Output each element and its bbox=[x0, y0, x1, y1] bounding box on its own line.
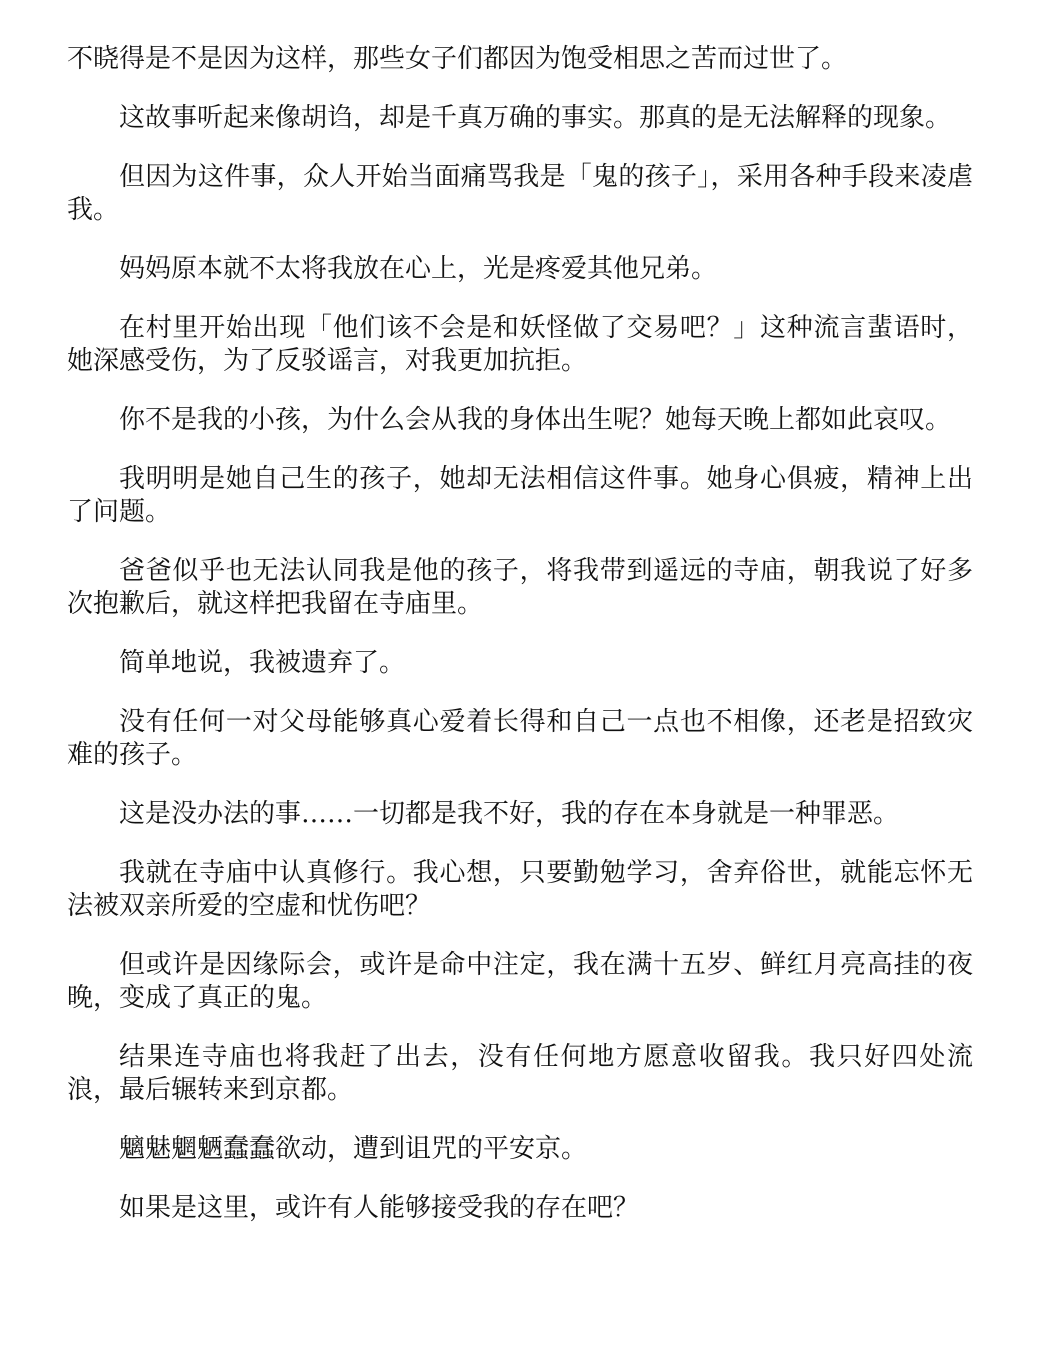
paragraph: 但或许是因缘际会，或许是命中注定，我在满十五岁、鲜红月亮高挂的夜晚，变成了真正的鬼。 bbox=[67, 950, 973, 1013]
paragraph: 魑魅魍魉蠢蠢欲动，遭到诅咒的平安京。 bbox=[119, 1134, 588, 1164]
paragraph: 爸爸似乎也无法认同我是他的孩子，将我带到遥远的寺庙，朝我说了好多次抱歉后，就这样把我留在寺庙里。 bbox=[67, 556, 973, 619]
paragraph: 我就在寺庙中认真修行。我心想，只要勤勉学习，舍弃俗世，就能忘怀无法被双亲所爱的空虚和忧伤吧？ bbox=[67, 858, 973, 921]
paragraph: 在村里开始出现「他们该不会是和妖怪做了交易吧？」这种流言蜚语时，她深感受伤，为了反驳谣言，对我更加抗拒。 bbox=[67, 313, 973, 376]
paragraph: 这是没办法的事……一切都是我不好，我的存在本身就是一种罪恶。 bbox=[119, 799, 900, 829]
paragraph: 你不是我的小孩，为什么会从我的身体出生呢？她每天晚上都如此哀叹。 bbox=[119, 405, 952, 435]
paragraph: 结果连寺庙也将我赶了出去，没有任何地方愿意收留我。我只好四处流浪，最后辗转来到京都。 bbox=[67, 1042, 973, 1105]
paragraph: 简单地说，我被遗弃了。 bbox=[119, 648, 406, 678]
paragraph: 如果是这里，或许有人能够接受我的存在吧？ bbox=[119, 1193, 640, 1223]
paragraph: 我明明是她自己生的孩子，她却无法相信这件事。她身心俱疲，精神上出了问题。 bbox=[67, 464, 973, 527]
paragraph: 不晓得是不是因为这样，那些女子们都因为饱受相思之苦而过世了。 bbox=[67, 44, 848, 74]
paragraph: 但因为这件事，众人开始当面痛骂我是「鬼的孩子」，采用各种手段来凌虐我。 bbox=[67, 162, 973, 225]
paragraph: 妈妈原本就不太将我放在心上，光是疼爱其他兄弟。 bbox=[119, 254, 718, 284]
paragraph: 没有任何一对父母能够真心爱着长得和自己一点也不相像，还老是招致灾难的孩子。 bbox=[67, 707, 973, 770]
document-page bbox=[67, 43, 973, 1251]
paragraph: 这故事听起来像胡诌，却是千真万确的事实。那真的是无法解释的现象。 bbox=[119, 103, 952, 133]
